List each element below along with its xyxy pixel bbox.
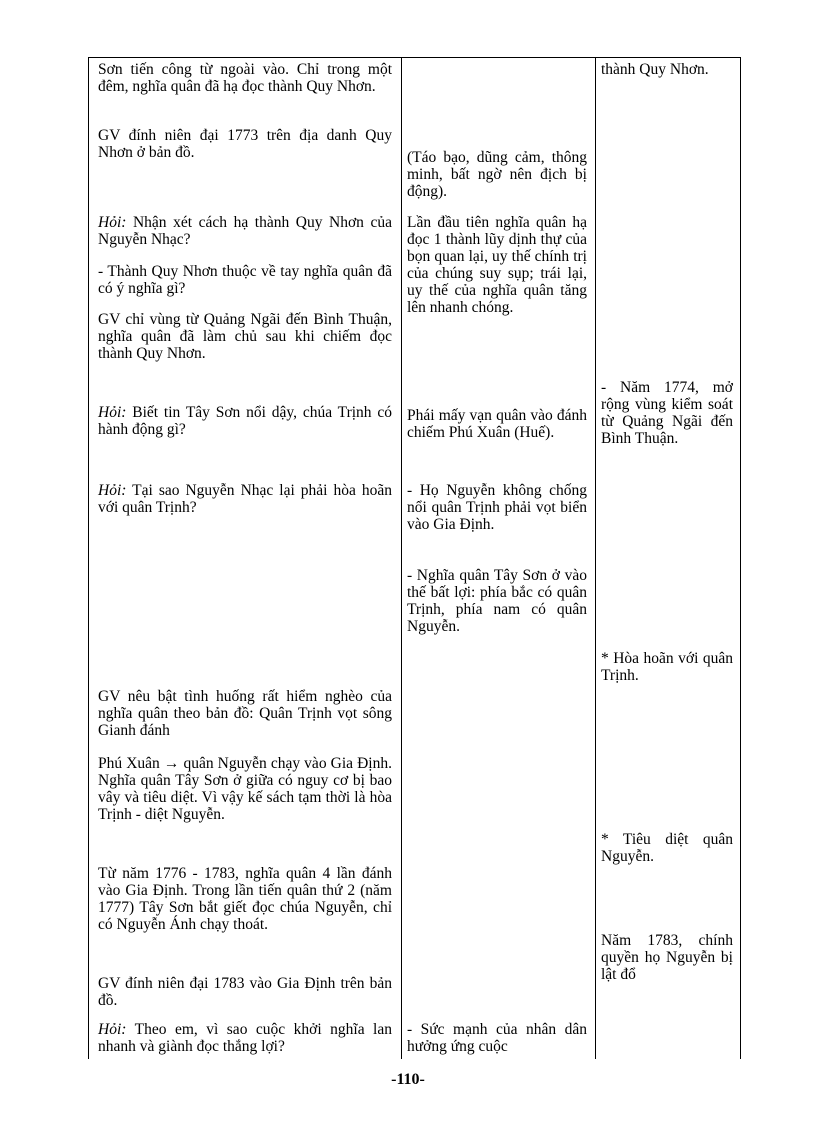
lesson-table: [88, 57, 741, 1059]
teacher-activity-text: GV chỉ vùng từ Quảng Ngãi đến Bình Thuận, nghĩa quân đã làm chủ sau khi chiếm đọc thành Quy Nhơn.: [98, 311, 392, 362]
lesson-note-text: * Hòa hoãn với quân Trịnh.: [601, 650, 733, 684]
student-answer-text: - Họ Nguyễn không chống nổi quân Trịnh phải vọt biển vào Gia Định.: [407, 482, 587, 533]
lesson-note-text: thành Quy Nhơn.: [601, 61, 709, 78]
teacher-activity-text: Phú Xuân → quân Nguyễn chạy vào Gia Định. Nghĩa quân Tây Sơn ở giữa có nguy cơ bị bao vây và tiêu diệt. Vì vậy kế sách tạm thời là hòa Trịnh - diệt Nguyễn.: [98, 755, 392, 823]
lesson-note-text: - Năm 1774, mở rộng vùng kiểm soát từ Quảng Ngãi đến Bình Thuận.: [601, 379, 733, 447]
question-text: Theo em, vì sao cuộc khởi nghĩa lan nhanh và giành đọc thắng lợi?: [98, 1021, 392, 1055]
student-answer-text: Phái mấy vạn quân vào đánh chiếm Phú Xuân (Huế).: [407, 407, 587, 441]
page-number: -110-: [391, 1071, 425, 1088]
teacher-question: [98, 482, 392, 516]
teacher-activity-text: GV nêu bật tình huống rất hiểm nghèo của nghĩa quân theo bản đồ: Quân Trịnh vọt sông Gianh đánh: [98, 688, 392, 739]
teacher-activity-text: Sơn tiến công từ ngoài vào. Chỉ trong một đêm, nghĩa quân đã hạ đọc thành Quy Nhơn.: [98, 61, 392, 95]
teacher-activity-text: Từ năm 1776 - 1783, nghĩa quân 4 lần đánh vào Gia Định. Trong lần tiến quân thứ 2 (năm 1777) Tây Sơn bắt giết đọc chúa Nguyễn, chỉ có Nguyễn Ánh chạy thoát.: [98, 865, 392, 933]
column-divider: [595, 58, 596, 1059]
teacher-activity-text: GV đính niên đại 1783 vào Gia Định trên bản đồ.: [98, 975, 392, 1009]
lesson-note-text: Năm 1783, chính quyền họ Nguyễn bị lật đổ: [601, 932, 733, 983]
student-answer-text: Lần đầu tiên nghĩa quân hạ đọc 1 thành lũy dịnh thự của bọn quan lại, uy thế chính trị của chúng suy sụp; trái lại, uy thế của nghĩa quân tăng lên nhanh chóng.: [407, 214, 587, 316]
student-answer-text: - Sức mạnh của nhân dân hưởng ứng cuộc: [407, 1021, 587, 1055]
student-answer-text: - Nghĩa quân Tây Sơn ở vào thế bất lợi: phía bắc có quân Trịnh, phía nam có quân Nguyễn.: [407, 567, 587, 635]
teacher-question: [98, 404, 392, 438]
question-label: Hỏi:: [98, 214, 127, 231]
teacher-question: - Thành Quy Nhơn thuộc về tay nghĩa quân đã có ý nghĩa gì?: [98, 263, 392, 297]
student-answer-text: (Táo bạo, dũng cảm, thông minh, bất ngờ nên địch bị động).: [407, 149, 587, 200]
question-label: Hỏi:: [98, 1021, 127, 1038]
question-label: Hỏi:: [98, 482, 127, 499]
question-text: Nhận xét cách hạ thành Quy Nhơn của Nguyễn Nhạc?: [98, 214, 392, 248]
question-label: Hỏi:: [98, 404, 127, 421]
question-text: Biết tin Tây Sơn nổi dậy, chúa Trịnh có hành động gì?: [98, 404, 392, 438]
question-text: Tại sao Nguyễn Nhạc lại phải hòa hoãn với quân Trịnh?: [98, 482, 392, 516]
teacher-activity-text: GV đính niên đại 1773 trên địa danh Quy Nhơn ở bản đồ.: [98, 127, 392, 161]
column-divider: [401, 58, 402, 1059]
teacher-question: [98, 1021, 392, 1055]
teacher-question: [98, 214, 392, 248]
lesson-note-text: * Tiêu diệt quân Nguyễn.: [601, 831, 733, 865]
